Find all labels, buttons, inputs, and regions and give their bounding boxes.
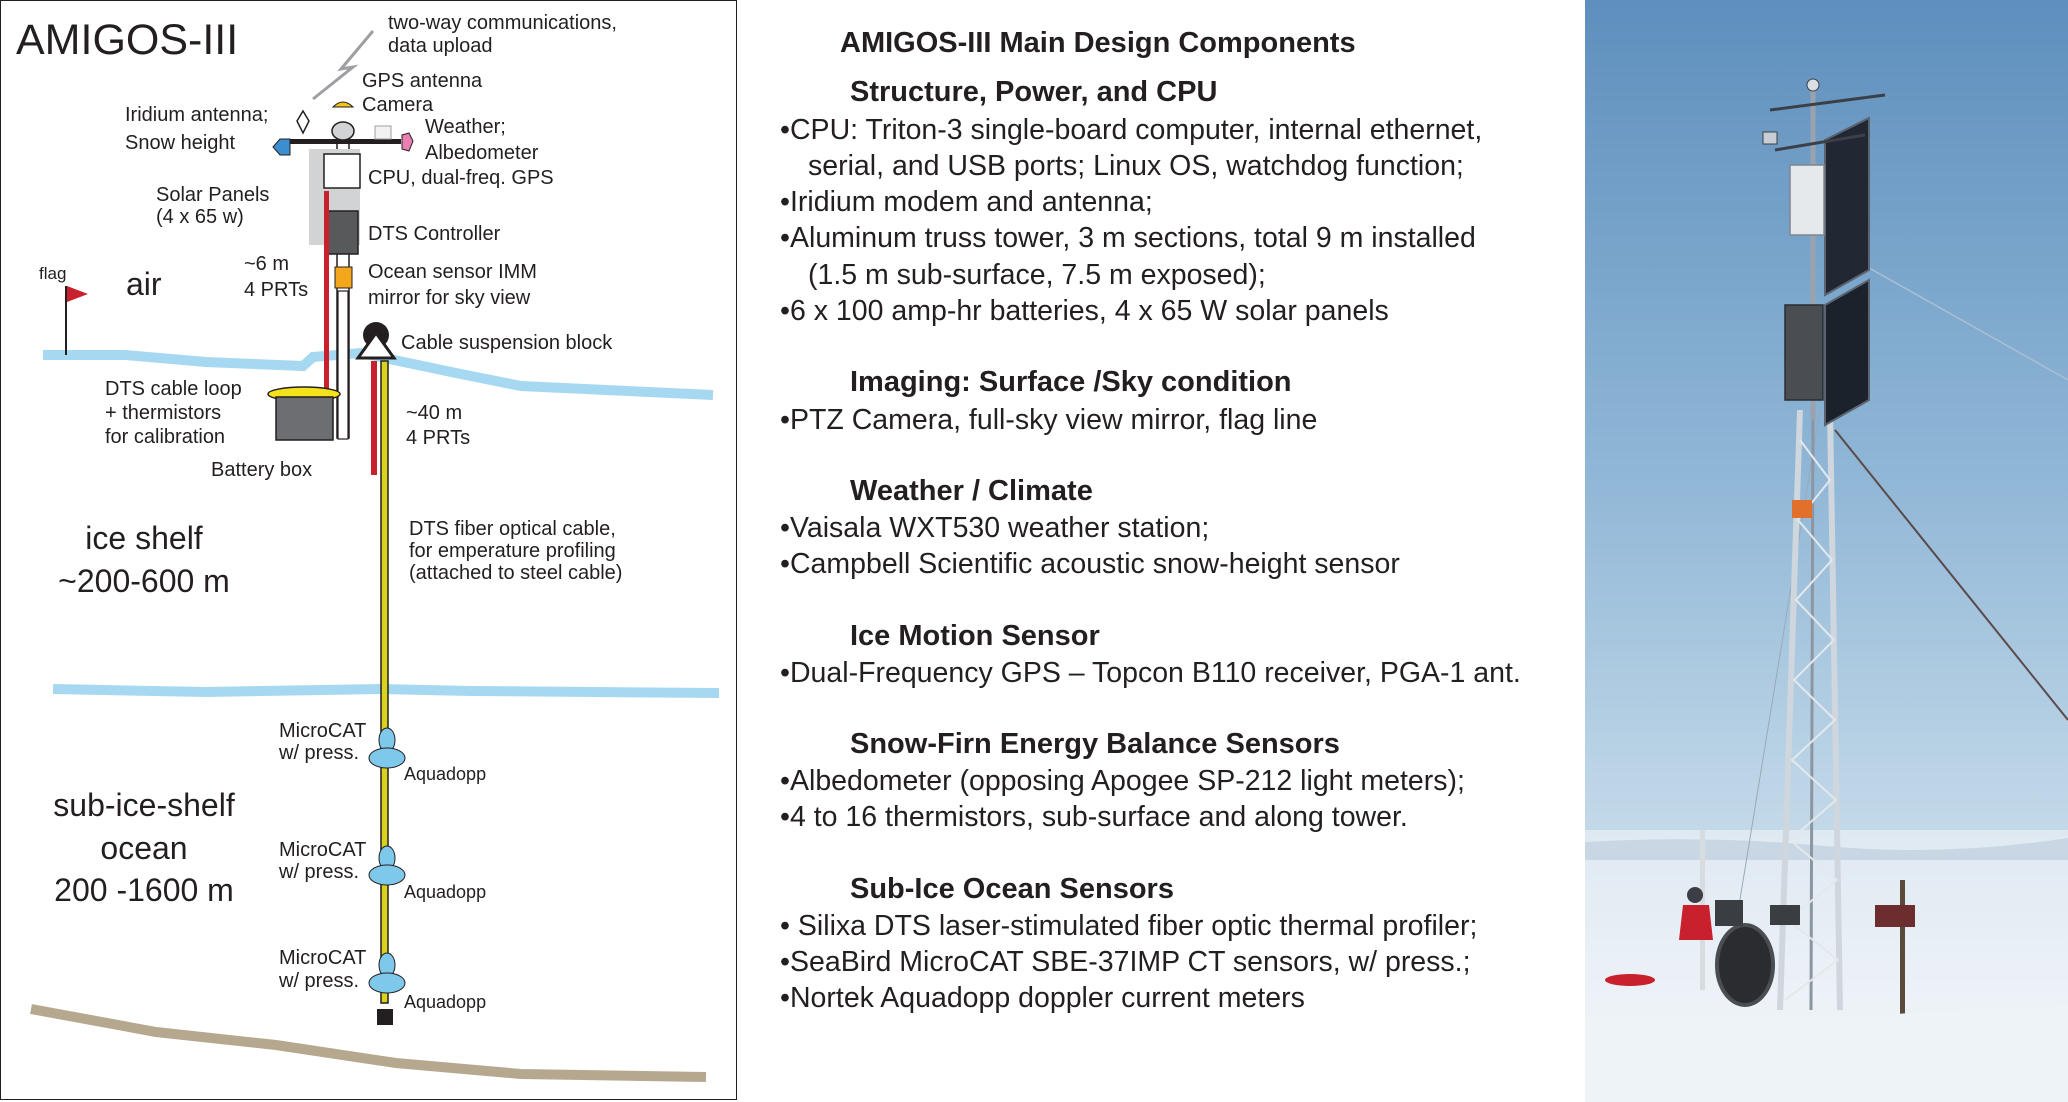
bullet-line: •4 to 16 thermistors, sub-surface and along tower.	[780, 801, 1408, 833]
label-dts-loop-1: DTS cable loop	[105, 378, 242, 400]
iridium-antenna-icon	[297, 111, 309, 133]
bullet-line: •Campbell Scientific acoustic snow-height sensor	[780, 548, 1400, 580]
flag-icon	[67, 286, 88, 302]
bullet-line: •Albedometer (opposing Apogee SP-212 light meters);	[780, 765, 1465, 797]
snow-height-sensor-icon	[273, 139, 290, 155]
seabed-line	[31, 1009, 706, 1077]
bullet-line: •CPU: Triton-3 single-board computer, internal ethernet,	[780, 114, 1483, 146]
label-prt40-2: 4 PRTs	[406, 427, 471, 449]
label-iridium-1: Iridium antenna;	[125, 104, 269, 126]
label-air: air	[126, 266, 162, 302]
bullet-line: •Aluminum truss tower, 3 m sections, total 9 m installed	[780, 222, 1476, 254]
label-weather-2: Albedometer	[425, 142, 539, 164]
label-ice-shelf-1: ice shelf	[85, 520, 203, 556]
label-battery-box: Battery box	[211, 459, 313, 481]
section-heading-energy-balance: Snow-Firn Energy Balance Sensors	[850, 728, 1340, 760]
label-ocean-1: sub-ice-shelf	[53, 787, 235, 823]
label-dts-loop-3: for calibration	[105, 426, 226, 448]
camera-dome	[332, 122, 354, 140]
battery-box	[276, 397, 333, 440]
label-dts-fiber-3: (attached to steel cable)	[409, 562, 623, 584]
microcat-sensor-2	[369, 846, 405, 885]
photo-gps-antenna	[1807, 79, 1819, 91]
photo-red-bag	[1605, 974, 1655, 986]
label-dts-fiber-1: DTS fiber optical cable,	[409, 518, 616, 540]
bullet-line: •6 x 100 amp-hr batteries, 4 x 65 W solar panels	[780, 295, 1389, 327]
label-microcat-3a: MicroCAT	[279, 947, 367, 969]
photo-orange-sensor	[1792, 500, 1812, 518]
diagram-title: AMIGOS-III	[16, 16, 239, 64]
label-prt40-1: ~40 m	[406, 402, 463, 424]
label-camera: Camera	[362, 94, 434, 116]
weather-sensor-box	[375, 126, 391, 139]
photo-solar-panel	[1825, 280, 1869, 425]
bullet-line: •PTZ Camera, full-sky view mirror, flag line	[780, 404, 1318, 436]
gps-antenna-icon	[333, 102, 353, 107]
bullet-line: • Silixa DTS laser-stimulated fiber optic thermal profiler;	[780, 910, 1478, 942]
bullet-line: •Dual-Frequency GPS – Topcon B110 receiver, PGA-1 ant.	[780, 657, 1521, 689]
photo-box	[1770, 905, 1800, 925]
label-prt6-2: 4 PRTs	[244, 279, 309, 301]
section-heading-weather: Weather / Climate	[850, 475, 1093, 507]
microcat-sensor-3	[369, 953, 405, 993]
label-gps-antenna: GPS antenna	[362, 70, 483, 92]
label-dts-fiber-2: for emperature profiling	[409, 540, 616, 562]
dts-controller-box	[326, 211, 358, 254]
label-microcat-2a: MicroCAT	[279, 839, 367, 861]
label-microcat-3b: w/ press.	[279, 970, 360, 992]
dts-fiber-cable	[381, 361, 388, 1003]
albedometer-icon	[402, 133, 413, 151]
components-list	[740, 0, 1580, 1102]
photo-cpu-enclosure	[1790, 165, 1824, 235]
bullet-line: •Vaisala WXT530 weather station;	[780, 512, 1210, 544]
station-photo	[1585, 0, 2068, 1102]
anchor-weight	[377, 1009, 393, 1025]
photo-box	[1715, 900, 1743, 926]
bullet-line: (1.5 m sub-surface, 7.5 m exposed);	[808, 259, 1266, 291]
label-iridium-2: Snow height	[125, 132, 236, 154]
label-comms-1: two-way communications,	[388, 12, 617, 34]
photo-svg	[1585, 0, 2068, 1102]
label-dts-controller: DTS Controller	[368, 223, 501, 245]
bullet-line: serial, and USB ports; Linux OS, watchdog function;	[808, 150, 1464, 182]
label-microcat-1b: w/ press.	[279, 742, 360, 764]
label-ice-shelf-2: ~200-600 m	[58, 563, 230, 599]
label-comms-2: data upload	[388, 35, 493, 57]
label-prt6-1: ~6 m	[244, 253, 290, 275]
photo-pole	[1900, 880, 1905, 1020]
label-weather-1: Weather;	[425, 116, 506, 138]
photo-person-head	[1687, 887, 1703, 903]
section-heading-imaging: Imaging: Surface /Sky condition	[850, 366, 1292, 398]
label-aquadopp-1: Aquadopp	[404, 764, 487, 784]
label-ocean-2: ocean	[100, 830, 188, 866]
section-heading-ice-motion: Ice Motion Sensor	[850, 620, 1100, 652]
tower-base	[338, 291, 348, 439]
label-microcat-2b: w/ press.	[279, 861, 360, 883]
bullet-line: •Nortek Aquadopp doppler current meters	[780, 982, 1305, 1014]
label-cable-block: Cable suspension block	[401, 332, 613, 354]
photo-battery-enclosure	[1785, 305, 1823, 400]
cpu-box	[324, 154, 360, 188]
ocean-imm-box	[335, 267, 352, 288]
bullet-line: •SeaBird MicroCAT SBE-37IMP CT sensors, w/ press.;	[780, 946, 1471, 978]
components-title: AMIGOS-III Main Design Components	[840, 27, 1356, 59]
label-aquadopp-2: Aquadopp	[404, 882, 487, 902]
label-solar-1: Solar Panels	[156, 184, 270, 206]
label-ocean-3: 200 -1600 m	[54, 872, 234, 908]
label-cpu: CPU, dual-freq. GPS	[368, 167, 554, 189]
diagram-svg	[1, 1, 738, 1101]
section-heading-structure: Structure, Power, and CPU	[850, 76, 1218, 108]
label-solar-2: (4 x 65 w)	[156, 206, 244, 228]
bullet-line: •Iridium modem and antenna;	[780, 186, 1153, 218]
section-heading-ocean-sensors: Sub-Ice Ocean Sensors	[850, 873, 1174, 905]
photo-box	[1875, 905, 1915, 927]
label-dts-loop-2: + thermistors	[105, 402, 222, 424]
microcat-sensor-1	[369, 728, 405, 768]
label-aquadopp-3: Aquadopp	[404, 992, 487, 1012]
label-ocean-imm-2: mirror for sky view	[368, 287, 531, 309]
label-flag: flag	[39, 264, 67, 283]
prt-ice-string	[371, 361, 377, 475]
photo-solar-panel	[1825, 118, 1869, 295]
amigos-diagram	[0, 0, 737, 1100]
photo-camera	[1763, 132, 1777, 144]
label-microcat-1a: MicroCAT	[279, 720, 367, 742]
photo-person	[1679, 905, 1713, 940]
photo-cable-reel	[1717, 925, 1773, 1005]
label-ocean-imm-1: Ocean sensor IMM	[368, 261, 537, 283]
